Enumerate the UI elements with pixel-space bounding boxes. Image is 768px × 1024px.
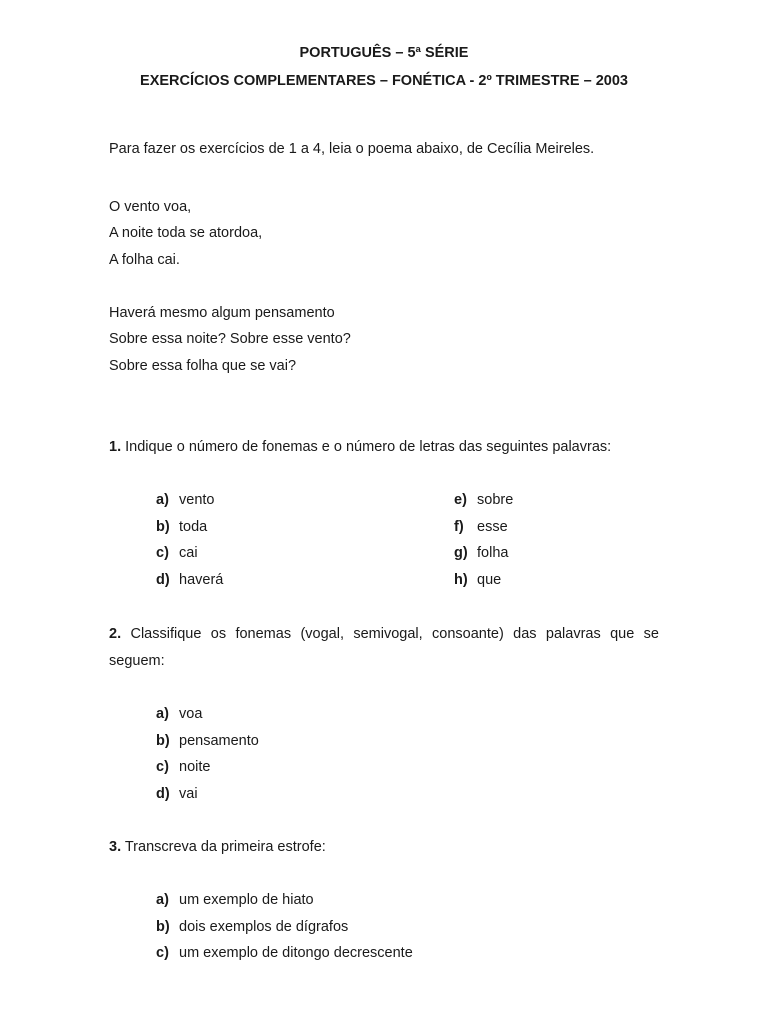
option-text: vai: [179, 785, 198, 802]
option-item: [156, 914, 413, 941]
option-item: [156, 887, 413, 914]
option-label: d): [156, 785, 170, 802]
question-3-options: [156, 887, 413, 967]
poem-stanza-2: [109, 300, 351, 379]
question-3: [109, 834, 659, 861]
option-text: noite: [179, 759, 211, 775]
option-label: f): [454, 518, 464, 535]
option-text: toda: [179, 518, 208, 535]
option-label: b): [156, 918, 170, 935]
poem-line: Sobre essa folha que se vai?: [109, 357, 297, 374]
option-text: dois exemplos de dígrafos: [179, 918, 349, 935]
option-text: que: [477, 571, 502, 588]
intro-text: Para fazer os exercícios de 1 a 4, leia o poema abaixo, de Cecília Meireles.: [109, 141, 595, 157]
option-text: vento: [179, 492, 215, 508]
option-label: h): [454, 571, 468, 588]
option-text: sobre: [477, 492, 514, 508]
poem-stanza-1: [109, 194, 262, 273]
document-title: PORTUGUÊS – 5ª SÉRIE: [299, 45, 469, 61]
option-item: [454, 567, 513, 594]
option-text: um exemplo de hiato: [179, 892, 314, 908]
option-label: g): [454, 545, 468, 561]
question-number: 2.: [109, 626, 122, 642]
poem-line: A noite toda se atordoa,: [109, 225, 263, 242]
question-text: Indique o número de fonemas e o número de letras das seguintes palavras:: [121, 439, 612, 455]
option-item: [156, 540, 223, 567]
question-number: 3.: [109, 839, 122, 855]
option-label: a): [156, 492, 169, 508]
document-subtitle: EXERCÍCIOS COMPLEMENTARES – FONÉTICA - 2º TRIMESTRE – 2003: [140, 73, 628, 89]
poem-line: O vento voa,: [109, 199, 192, 215]
option-label: d): [156, 571, 170, 588]
poem-line: Haverá mesmo algum pensamento: [109, 305, 335, 321]
option-text: cai: [179, 545, 198, 561]
option-text: haverá: [179, 571, 224, 588]
option-label: c): [156, 945, 169, 961]
poem-line: Sobre essa noite? Sobre esse vento?: [109, 331, 351, 348]
option-label: c): [156, 759, 169, 775]
option-label: b): [156, 518, 170, 535]
option-label: a): [156, 892, 169, 908]
option-item: [454, 540, 513, 567]
option-text: pensamento: [179, 732, 259, 749]
option-item: [156, 701, 259, 728]
option-item: [156, 514, 223, 541]
option-text: um exemplo de ditongo decrescente: [179, 945, 413, 961]
question-2: [109, 621, 659, 674]
option-item: [156, 728, 259, 755]
question-1-options-right: [454, 487, 513, 593]
option-text: esse: [477, 518, 508, 535]
option-text: voa: [179, 706, 203, 722]
question-text: Classifique os fonemas (vogal, semivogal, consoante) das palavras que se seguem:: [109, 626, 659, 669]
option-item: [454, 514, 513, 541]
option-item: [156, 567, 223, 594]
option-label: b): [156, 732, 170, 749]
option-item: [156, 781, 259, 808]
poem-line: A folha cai.: [109, 251, 180, 268]
option-text: folha: [477, 545, 509, 561]
question-1: [109, 434, 659, 461]
option-item: [454, 487, 513, 514]
option-item: [156, 487, 223, 514]
question-1-options-left: [156, 487, 223, 593]
option-label: a): [156, 706, 169, 722]
question-number: 1.: [109, 439, 122, 455]
option-label: c): [156, 545, 169, 561]
option-item: [156, 940, 413, 967]
option-label: e): [454, 492, 467, 508]
option-item: [156, 754, 259, 781]
question-2-options: [156, 701, 259, 807]
question-text: Transcreva da primeira estrofe:: [121, 839, 326, 855]
